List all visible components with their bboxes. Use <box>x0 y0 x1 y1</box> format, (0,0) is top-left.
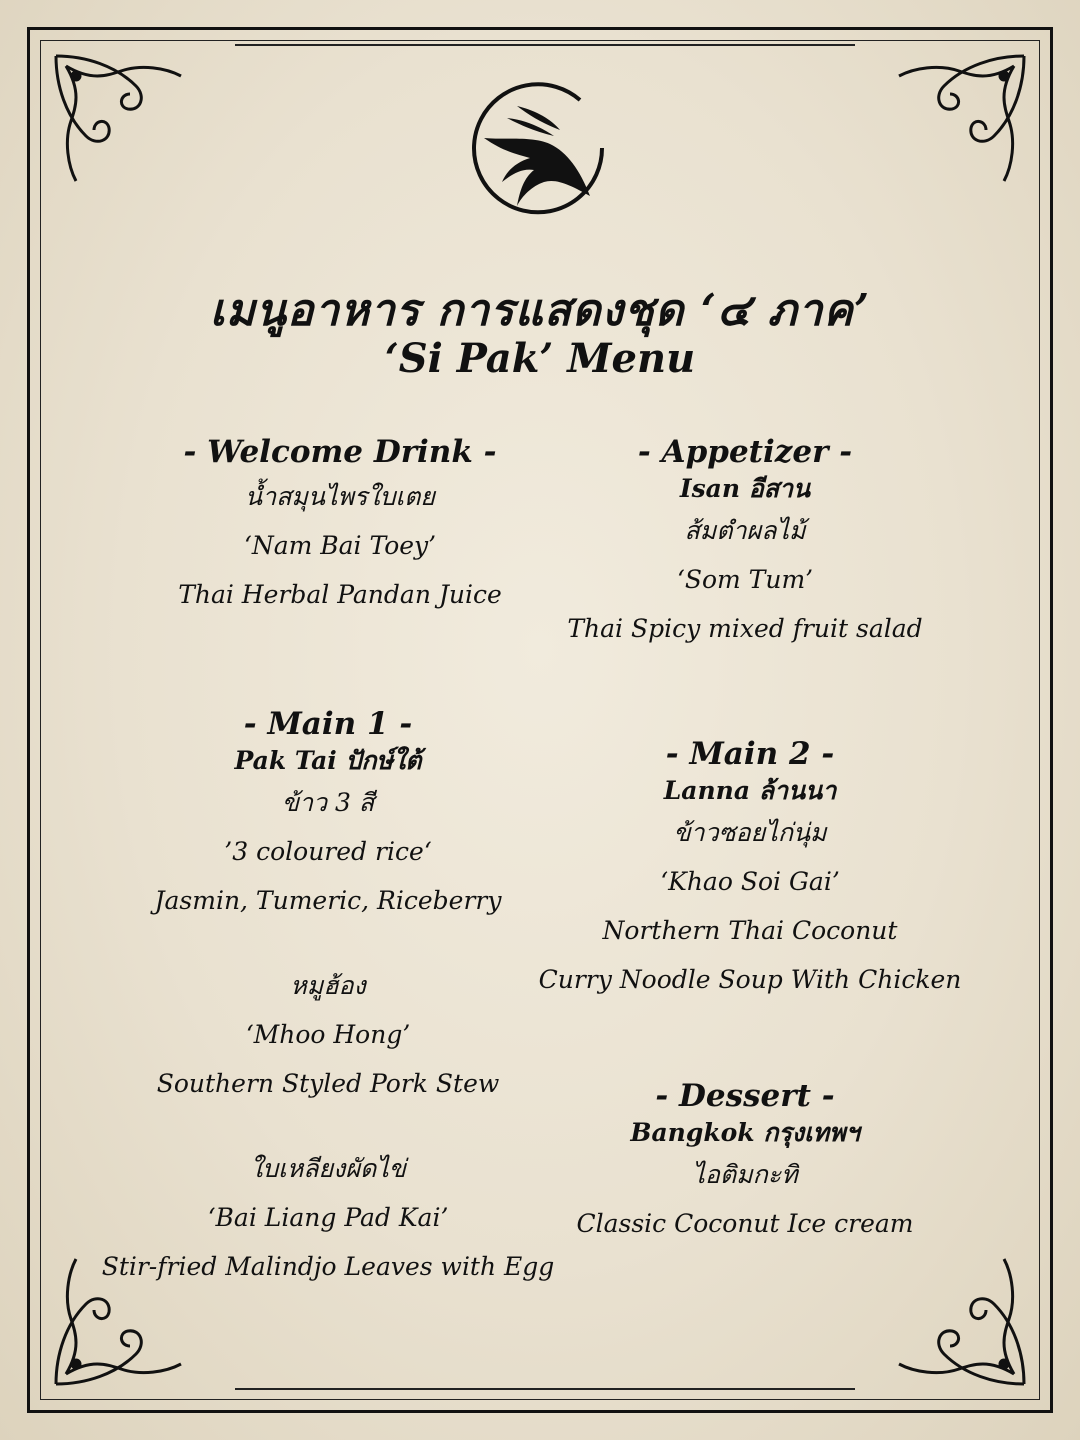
dish-thai-name: น้ำสมุนไพรใบเตย <box>245 482 435 511</box>
dish-thai-name: ไอติมกะทิ <box>692 1160 798 1189</box>
section-dessert <box>505 1076 985 1248</box>
top-rule <box>235 44 855 46</box>
dish-description: Thai Spicy mixed fruit salad <box>567 614 923 643</box>
dish-romanized-name: ’3 coloured rice‘ <box>224 837 432 866</box>
dish-description: Stir-fried Malindjo Leaves with Egg <box>101 1252 555 1281</box>
dish-description: Jasmin, Tumeric, Riceberry <box>154 886 502 915</box>
dish-description: Curry Noodle Soup With Chicken <box>538 965 962 994</box>
dish-romanized-name: ‘Mhoo Hong’ <box>245 1020 411 1049</box>
bottom-rule <box>235 1388 855 1390</box>
region-label: Bangkok กรุงเทพฯ <box>630 1118 860 1147</box>
flourish-ornament-icon <box>894 46 1034 186</box>
dish-romanized-name: ‘Khao Soi Gai’ <box>660 867 840 896</box>
section-heading: - Welcome Drink - <box>183 434 497 470</box>
section-heading: - Main 1 - <box>243 706 413 742</box>
region-label: Pak Tai ปักษ์ใต้ <box>234 746 422 775</box>
flourish-ornament-icon <box>894 1254 1034 1394</box>
dish-romanized-name: ‘Bai Liang Pad Kai’ <box>207 1203 449 1232</box>
region-label: Isan อีสาน <box>679 474 811 503</box>
dish-romanized-name: ‘Som Tum’ <box>676 565 814 594</box>
dish-description: Southern Styled Pork Stew <box>156 1069 500 1098</box>
menu-title-thai: เมนูอาหาร การแสดงชุด ‘๔ ภาค’ <box>209 285 871 336</box>
deer-head-logo-icon <box>462 78 622 228</box>
section-main-1 <box>88 704 568 1291</box>
section-heading: - Appetizer - <box>637 434 853 470</box>
dish-description: Thai Herbal Pandan Juice <box>178 580 502 609</box>
dish-thai-name: ข้าว 3 สี <box>281 788 375 817</box>
dish-description: Classic Coconut Ice cream <box>576 1209 914 1238</box>
section-heading: - Main 2 - <box>665 736 835 772</box>
flourish-ornament-icon <box>46 46 186 186</box>
dish-thai-name: หมูฮ้อง <box>290 971 366 1000</box>
region-label: Lanna ล้านนา <box>663 776 837 805</box>
dish-thai-name: ใบเหลียงผัดไข่ <box>250 1154 406 1183</box>
menu-title-english: ‘Si Pak’ Menu <box>384 335 696 382</box>
dish-thai-name: ข้าวซอยไก่นุ่ม <box>673 818 827 847</box>
section-heading: - Dessert - <box>655 1078 835 1114</box>
dish-thai-name: ส้มตำผลไม้ <box>684 516 806 545</box>
section-main-2 <box>510 734 990 1004</box>
dish-description: Northern Thai Coconut <box>602 916 898 945</box>
dish-romanized-name: ‘Nam Bai Toey’ <box>243 531 437 560</box>
section-appetizer <box>505 432 985 653</box>
